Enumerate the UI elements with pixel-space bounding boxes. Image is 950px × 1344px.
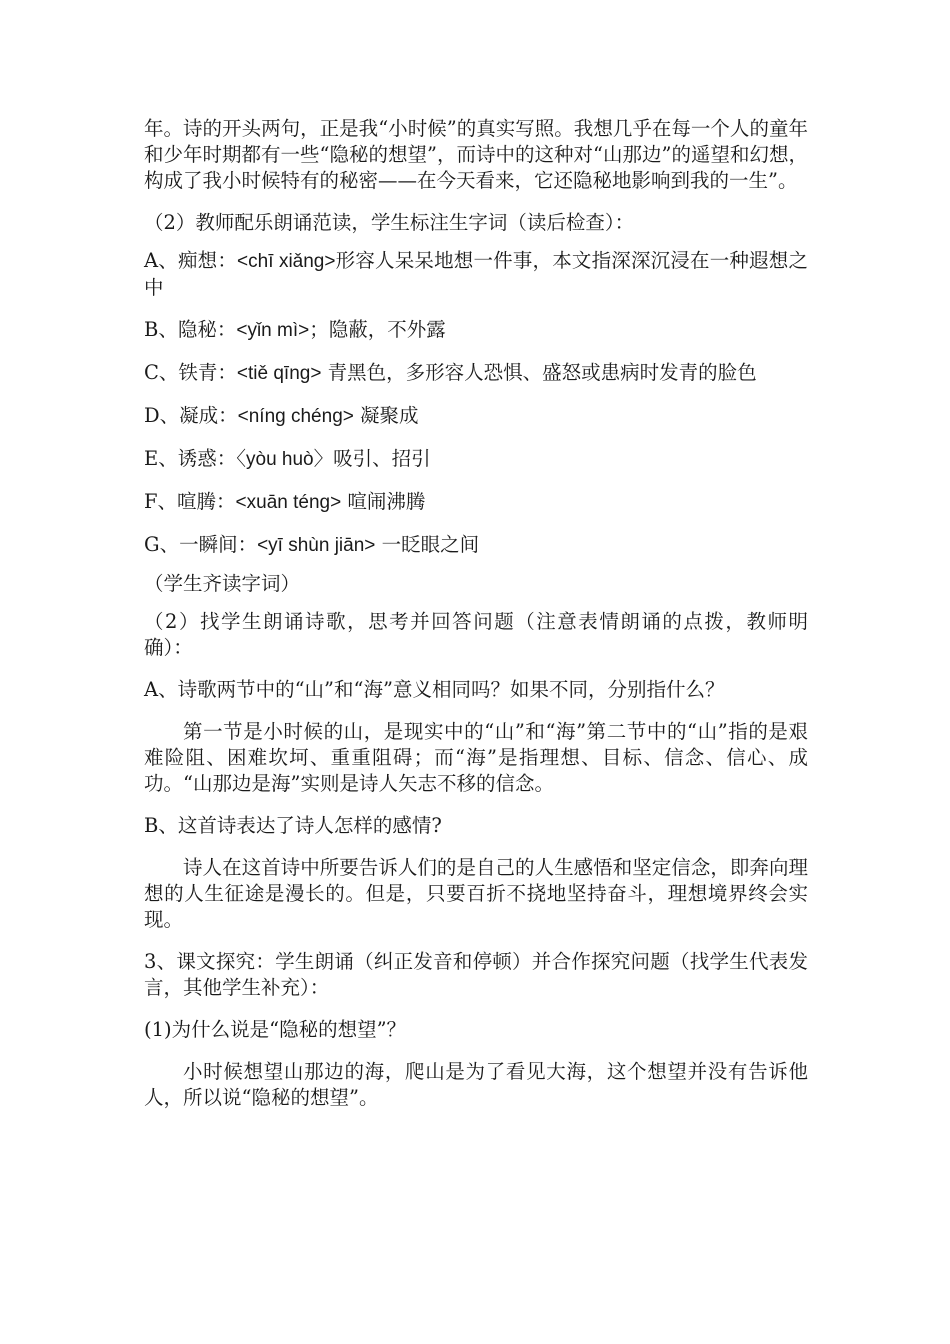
section-3-heading: 3、课文探究：学生朗诵（纠正发音和停顿）并合作探究问题（找学生代表发言，其他学生补充）： (144, 950, 808, 999)
vocab-meaning: 喧闹沸腾 (341, 490, 426, 513)
vocab-pinyin: <tiě qīng> (236, 363, 322, 384)
vocab-meaning: 〉吸引、招引 (313, 447, 431, 470)
vocab-meaning: 青黑色，多形容人恐惧、盛怒或患病时发青的脸色 (321, 361, 757, 384)
vocab-item-c (144, 360, 808, 387)
question-1: (1)为什么说是“隐秘的想望”？ (144, 1018, 407, 1041)
vocab-pinyin: <xuān téng> (235, 492, 342, 513)
vocab-word: G、一瞬间： (144, 533, 258, 556)
answer-b: 诗人在这首诗中所要告诉人们的是自己的人生感悟和坚定信念，即奔向理想的人生征途是漫长的。但是，只要百折不挠地坚持奋斗，理想境界终会实现。 (144, 856, 808, 931)
question-a: A、诗歌两节中的“山”和“海”意义相同吗？如果不同，分别指什么？ (144, 678, 725, 701)
vocab-word: F、喧腾： (144, 490, 236, 513)
vocab-meaning: 一眨眼之间 (375, 533, 480, 556)
vocab-item-f (144, 489, 808, 516)
vocab-word: A、痴想： (144, 249, 238, 272)
vocab-pinyin: yòu huò (246, 449, 314, 470)
vocab-pinyin: <yī shùn jiān> (257, 535, 376, 556)
vocab-item-g (144, 532, 808, 559)
document-page (144, 116, 808, 1127)
vocab-word: B、隐秘： (144, 318, 237, 341)
vocab-meaning: 凝聚成 (353, 404, 419, 427)
vocab-pinyin: <níng chéng> (237, 406, 354, 427)
vocab-pinyin: <chī xiǎng> (237, 251, 336, 272)
paragraph-reading-task: （2）教师配乐朗诵范读，学生标注生字词（读后检查）： (144, 211, 635, 234)
vocab-item-a (144, 248, 808, 301)
vocab-word: E、诱惑：〈 (144, 447, 246, 470)
vocab-item-e (144, 446, 808, 473)
vocab-item-d (144, 403, 808, 430)
paragraph-choral-reading: （学生齐读字词） (144, 572, 301, 595)
answer-a: 第一节是小时候的山，是现实中的“山”和“海”第二节中的“山”指的是艰难险阻、困难坎坷、重重阻碍；而“海”是指理想、目标、信念、信心、成功。“山那边是海”实则是诗人矢志不移的信念。 (144, 720, 808, 795)
vocab-word: D、凝成： (144, 404, 238, 427)
vocab-word: C、铁青： (144, 361, 237, 384)
question-b: B、这首诗表达了诗人怎样的感情? (144, 814, 442, 837)
paragraph-intro: 年。诗的开头两句，正是我“小时候”的真实写照。我想几乎在每一个人的童年和少年时期都有一些“隐秘的想望”，而诗中的这种对“山那边”的遥望和幻想，构成了我小时候特有的秘密——在今天看来，它还隐秘地影响到我的一生”。 (144, 117, 808, 192)
vocab-meaning: ；隐蔽，不外露 (309, 318, 446, 341)
paragraph-recitation-task: （2）找学生朗诵诗歌，思考并回答问题（注意表情朗诵的点拨，教师明确）： (144, 610, 808, 659)
vocab-meaning: 形容人呆呆地想一件事，本文指深深沉浸在一种遐想之中 (144, 249, 808, 299)
vocab-pinyin: <yǐn mì> (236, 320, 310, 341)
answer-1: 小时候想望山那边的海，爬山是为了看见大海，这个想望并没有告诉他人，所以说“隐秘的想望”。 (144, 1060, 808, 1109)
vocab-item-b (144, 317, 808, 344)
